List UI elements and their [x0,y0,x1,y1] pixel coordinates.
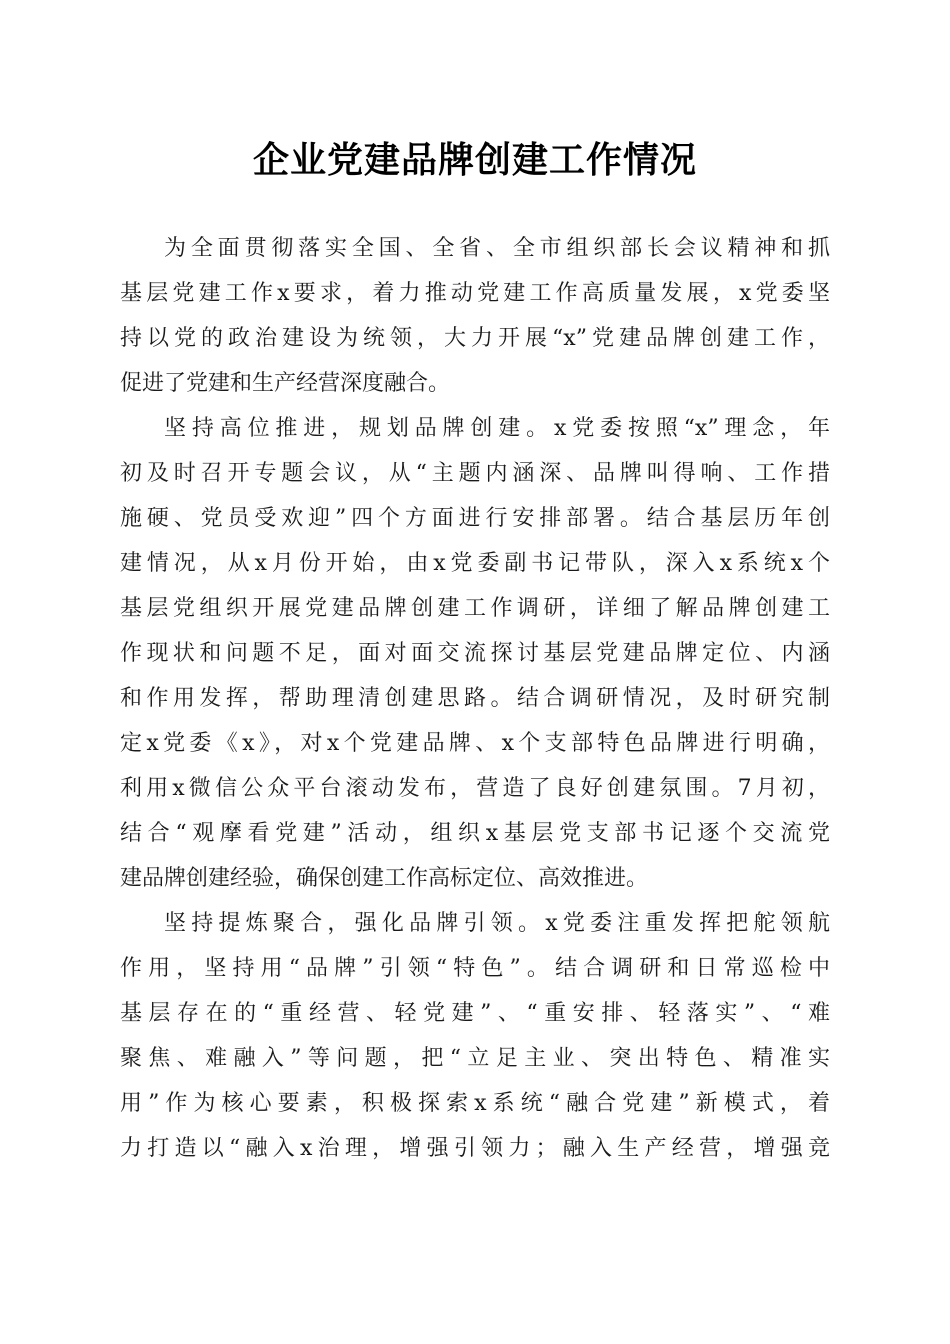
text-line: 作现状和问题不足，面对面交流探讨基层党建品牌定位、内涵 [120,641,830,666]
text-line: 聚焦、难融入”等问题，把“立足主业、突出特色、精准实 [120,1046,830,1071]
text-line: 用”作为核心要素，积极探索x系统“融合党建”新模式，着 [120,1091,830,1116]
text-line: 促进了党建和生产经营深度融合。 [120,371,451,396]
text-line: 初及时召开专题会议，从“主题内涵深、品牌叫得响、工作措 [120,461,830,486]
paragraph [120,226,830,406]
text-line: 基层党组织开展党建品牌创建工作调研，详细了解品牌创建工 [120,596,830,621]
text-line: 和作用发挥，帮助理清创建思路。结合调研情况，及时研究制 [120,686,830,711]
text-line: 为全面贯彻落实全国、全省、全市组织部长会议精神和抓 [164,236,830,261]
text-line: 作用，坚持用“品牌”引领“特色”。结合调研和日常巡检中 [120,956,830,981]
text-line: 坚持提炼聚合，强化品牌引领。x党委注重发挥把舵领航 [164,911,830,936]
document-title: 企业党建品牌创建工作情况 [252,139,697,181]
text-line: 结合“观摩看党建”活动，组织x基层党支部书记逐个交流党 [120,821,830,846]
document-body [120,226,830,1171]
text-line: 施硬、党员受欢迎”四个方面进行安排部署。结合基层历年创 [120,506,830,531]
text-line: 持以党的政治建设为统领，大力开展“x”党建品牌创建工作， [120,326,830,351]
text-line: 利用x微信公众平台滚动发布，营造了良好创建氛围。7月初， [120,776,830,801]
text-line: 基层党建工作x要求，着力推动党建工作高质量发展，x党委坚 [120,281,830,306]
paragraph [120,406,830,901]
text-line: 定x党委《x》，对x个党建品牌、x个支部特色品牌进行明确， [120,731,830,756]
paragraph [120,901,830,1171]
text-line: 力打造以“融入x治理，增强引领力；融入生产经营，增强竞 [120,1136,830,1161]
text-line: 建情况，从x月份开始，由x党委副书记带队，深入x系统x个 [120,551,830,576]
text-line: 坚持高位推进，规划品牌创建。x党委按照“x”理念，年 [164,416,830,441]
text-line: 建品牌创建经验，确保创建工作高标定位、高效推进。 [120,866,649,891]
text-line: 基层存在的“重经营、轻党建”、“重安排、轻落实”、“难 [120,1001,830,1026]
